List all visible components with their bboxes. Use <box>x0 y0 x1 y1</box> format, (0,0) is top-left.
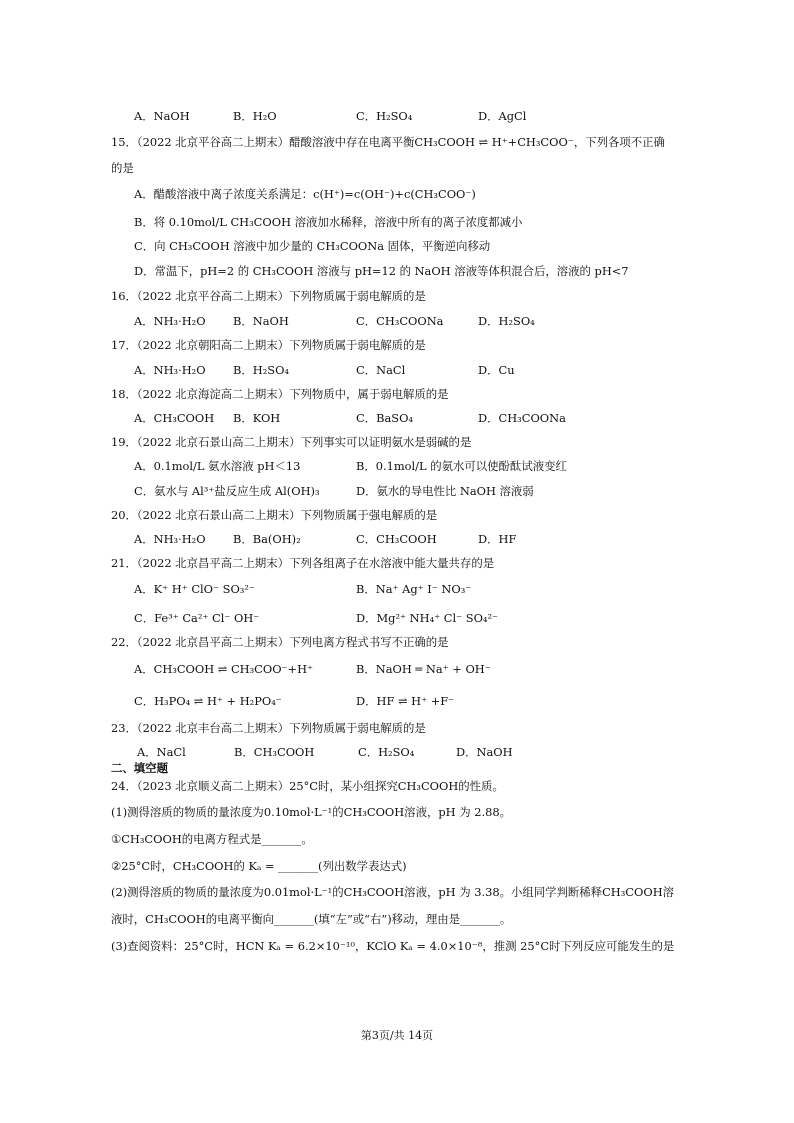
option-a: A．K⁺ H⁺ ClO⁻ SO₃²⁻ <box>134 582 255 596</box>
q21-stem: 21．（2022 北京昌平高二上期末）下列各组离子在水溶液中能大量共存的是 <box>111 556 495 570</box>
q15-stem: 15．（2022 北京平谷高二上期末）醋酸溶液中存在电离平衡CH₃COOH ⇌ H⁺+CH₃COO⁻，下列各项不正确 <box>111 135 665 149</box>
option-c: C．H₃PO₄ ⇌ H⁺ + H₂PO₄⁻ <box>134 694 282 708</box>
q19-options-row2 <box>0 483 794 499</box>
q24-stem: 24．（2023 北京顺义高二上期末）25°C时，某小组探究CH₃COOH的性质。 <box>111 779 504 793</box>
option-c: C．CH₃COOH <box>356 532 437 546</box>
q15-option-d: D．常温下，pH=2 的 CH₃COOH 溶液与 pH=12 的 NaOH 溶液等体积混合后，溶液的 pH<7 <box>134 264 629 278</box>
option-a: A．NH₃·H₂O <box>134 363 206 377</box>
q24-part1b: ②25°C时，CH₃COOH的 Kₐ = _______(列出数学表达式) <box>111 859 407 873</box>
option-b: B．CH₃COOH <box>234 745 315 759</box>
q19-stem: 19．（2022 北京石景山高二上期末）下列事实可以证明氨水是弱碱的是 <box>111 435 472 449</box>
q15-stem-cont: 的是 <box>111 161 134 175</box>
q17-options <box>0 362 794 378</box>
q22-options-row2 <box>0 693 794 709</box>
q14-options <box>0 108 794 124</box>
option-a: A．NH₃·H₂O <box>134 532 206 546</box>
option-a: A．NaOH <box>134 109 190 123</box>
option-a: A．CH₃COOH ⇌ CH₃COO⁻+H⁺ <box>134 662 314 676</box>
option-d: D．Mg²⁺ NH₄⁺ Cl⁻ SO₄²⁻ <box>356 611 499 625</box>
option-c: C．BaSO₄ <box>356 411 413 425</box>
q17-stem: 17．（2022 北京朝阳高二上期末）下列物质属于弱电解质的是 <box>111 338 426 352</box>
q22-options-row1 <box>0 661 794 677</box>
option-d: D．氨水的导电性比 NaOH 溶液弱 <box>356 484 534 498</box>
q24-part2: (2)测得溶质的物质的量浓度为0.01mol·L⁻¹的CH₃COOH溶液，pH 为 3.38。小组同学判断稀释CH₃COOH溶 <box>111 885 675 899</box>
option-d: D．HF ⇌ H⁺ +F⁻ <box>356 694 455 708</box>
option-c: C．H₂SO₄ <box>358 745 415 759</box>
q16-options <box>0 313 794 329</box>
q15-option-a: A．醋酸溶液中离子浓度关系满足：c(H⁺)=c(OH⁻)+c(CH₃COO⁻) <box>134 187 476 201</box>
q21-options-row2 <box>0 610 794 626</box>
option-b: B．0.1mol/L 的氨水可以使酚酞试液变红 <box>356 459 567 473</box>
q20-options <box>0 531 794 547</box>
q23-stem: 23．（2022 北京丰台高二上期末）下列物质属于弱电解质的是 <box>111 721 426 735</box>
q22-stem: 22．（2022 北京昌平高二上期末）下列电离方程式书写不正确的是 <box>111 635 449 649</box>
option-b: B．H₂SO₄ <box>233 363 289 377</box>
q18-options <box>0 410 794 426</box>
option-b: B．Ba(OH)₂ <box>233 532 301 546</box>
option-c: C．Fe³⁺ Ca²⁺ Cl⁻ OH⁻ <box>134 611 260 625</box>
option-c: C．H₂SO₄ <box>356 109 413 123</box>
option-d: D．AgCl <box>478 109 527 123</box>
option-a: A．NH₃·H₂O <box>134 314 206 328</box>
q24-part2-cont: 液时，CH₃COOH的电离平衡向_______(填“左”或“右”)移动，理由是_______。 <box>111 912 512 926</box>
q20-stem: 20．（2022 北京石景山高二上期末）下列物质属于强电解质的是 <box>111 508 438 522</box>
option-d: D．H₂SO₄ <box>478 314 535 328</box>
section-title: 二、填空题 <box>111 761 168 775</box>
option-c: C．NaCl <box>356 363 406 377</box>
q23-options <box>0 744 794 760</box>
option-c: C．CH₃COONa <box>356 314 444 328</box>
q16-stem: 16．（2022 北京平谷高二上期末）下列物质属于弱电解质的是 <box>111 289 426 303</box>
option-b: B．H₂O <box>233 109 277 123</box>
q24-part1: (1)测得溶质的物质的量浓度为0.10mol·L⁻¹的CH₃COOH溶液，pH 为 2.88。 <box>111 805 511 819</box>
option-a: A．CH₃COOH <box>134 411 215 425</box>
q15-option-c: C．向 CH₃COOH 溶液中加少量的 CH₃COONa 固体，平衡逆向移动 <box>134 239 491 253</box>
option-d: D．Cu <box>478 363 515 377</box>
q24-part3: (3)查阅资料：25°C时，HCN Kₐ = 6.2×10⁻¹⁰，KClO Kₐ = 4.0×10⁻⁸，推测 25°C时下列反应可能发生的是 <box>111 939 675 953</box>
q24-part1a: ①CH₃COOH的电离方程式是_______。 <box>111 832 313 846</box>
q19-options-row1 <box>0 458 794 474</box>
option-b: B．NaOH <box>233 314 289 328</box>
q18-stem: 18．（2022 北京海淀高二上期末）下列物质中，属于弱电解质的是 <box>111 387 449 401</box>
page-footer: 第3页/共 14页 <box>360 1029 434 1042</box>
option-b: B．Na⁺ Ag⁺ I⁻ NO₃⁻ <box>356 582 472 596</box>
q15-option-b: B．将 0.10mol/L CH₃COOH 溶液加水稀释，溶液中所有的离子浓度都减小 <box>134 215 523 229</box>
option-a: A．NaCl <box>137 745 186 759</box>
option-b: B．NaOH ═ Na⁺ + OH⁻ <box>356 662 491 676</box>
option-b: B．KOH <box>233 411 281 425</box>
option-a: A．0.1mol/L 氨水溶液 pH＜13 <box>134 459 301 473</box>
option-d: D．NaOH <box>456 745 513 759</box>
option-d: D．HF <box>478 532 517 546</box>
option-d: D．CH₃COONa <box>478 411 566 425</box>
q21-options-row1 <box>0 581 794 597</box>
option-c: C．氨水与 Al³⁺盐反应生成 Al(OH)₃ <box>134 484 320 498</box>
